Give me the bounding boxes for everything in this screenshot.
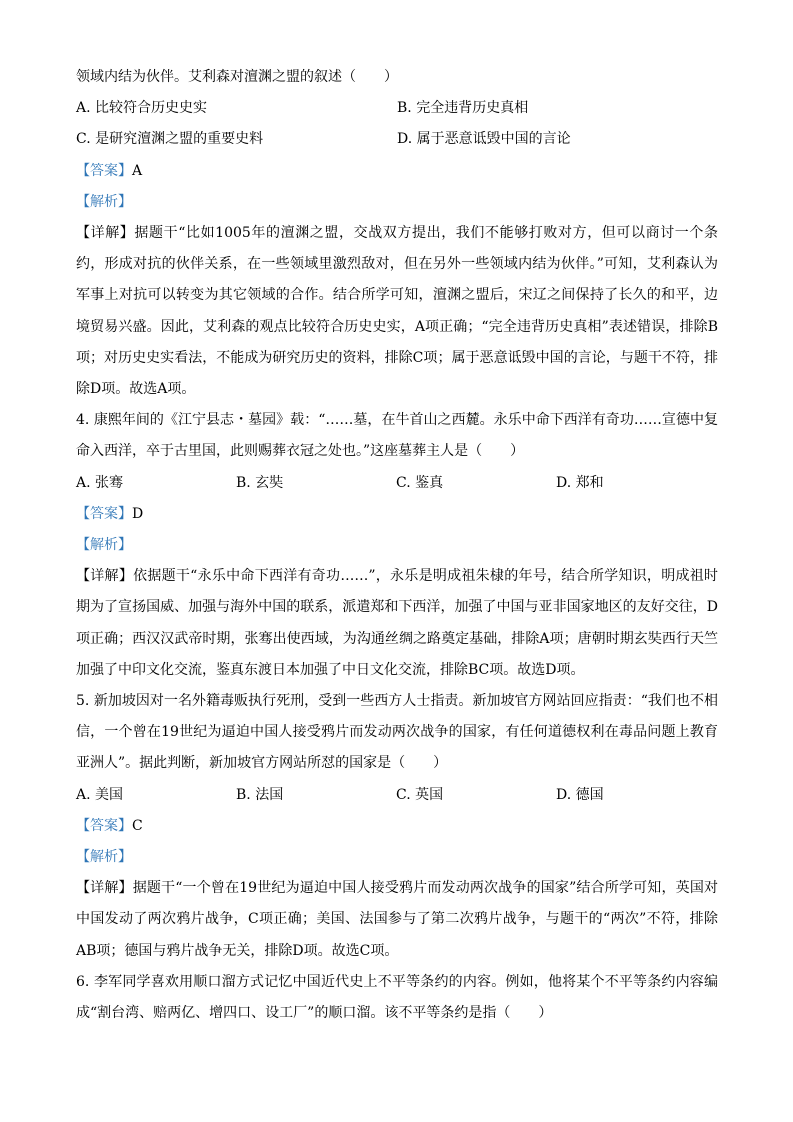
- q3-option-b: B. 完全违背历史真相: [397, 100, 529, 117]
- q3-options-row-2: [76, 124, 718, 155]
- q3-option-a: A. 比较符合历史史实: [76, 100, 208, 117]
- q5-analysis: [76, 842, 718, 873]
- q5-answer-value: C: [132, 817, 143, 834]
- q3-option-c: C. 是研究澶渊之盟的重要史料: [76, 131, 264, 148]
- q4-options: [76, 468, 718, 499]
- q5-option-a: A. 美国: [76, 786, 124, 803]
- q5-answer: [76, 811, 718, 842]
- answer-tag: 【答案】: [76, 162, 132, 179]
- q3-analysis: [76, 187, 718, 218]
- q5-detail-text: 据题干“一个曾在19世纪为逼迫中国人接受鸦片而发动两次战争的国家”结合所学可知，英国对中国发动了两次鸦片战争，C项正确；美国、法国参与了第二次鸦片战争，与题干的“两次”不符，排除AB项；德国与鸦片战争无关，排除D项。故选C项。: [76, 880, 718, 959]
- q4-option-c: C. 鉴真: [396, 474, 444, 491]
- document-page: [76, 62, 718, 1029]
- q3-stem-tail: 领域内结为伙伴。艾利森对澶渊之盟的叙述（ ）: [76, 69, 398, 85]
- q3-detail-text: 据题干“比如1005年的澶渊之盟，交战双方提出，我们不能够打败对方，但可以商讨一个条约，形成对抗的伙伴关系，在一些领域里激烈敌对，但在另外一些领域内结为伙伴。”可知，艾利森认为军事上对抗可以转变为其它领域的合作。结合所学可知，澶渊之盟后，宋辽之间保持了长久的和平，边境贸易兴盛。因此，艾利森的观点比较符合历史史实，A项正确；“完全违背历史真相”表述错误，排除B项；对历史史实看法，不能成为研究历史的资料，排除C项；属于恶意诋毁中国的言论，与题干不符，排除D项。故选A项。: [76, 225, 718, 398]
- q5-detail: [76, 873, 718, 967]
- analysis-tag: 【解析】: [76, 849, 132, 866]
- q4-stem: 4. 康熙年间的《江宁县志・墓园》载：“……墓，在牛首山之西麓。永乐中命下西洋有奇功……宣德中复命入西洋，卒于古里国，此则赐葬衣冠之处也。”这座墓葬主人是（ ）: [76, 412, 718, 460]
- q4-detail-text: 依据题干“永乐中命下西洋有奇功……”，永乐是明成祖朱棣的年号，结合所学知识，明成祖时期为了宣扬国威、加强与海外中国的联系，派遣郑和下西洋，加强了中国与亚非国家地区的友好交往，D项正确；西汉汉武帝时期，张骞出使西域，为沟通丝绸之路奠定基础，排除A项；唐朝时期玄奘西行天竺加强了中印文化交流，鉴真东渡日本加强了中日文化交流，排除BC项。故选D项。: [76, 568, 719, 678]
- answer-tag: 【答案】: [76, 505, 132, 522]
- q5-options: [76, 780, 718, 811]
- q3-options-row-1: [76, 93, 718, 124]
- q3-option-d: D. 属于恶意诋毁中国的言论: [397, 131, 571, 148]
- q5-option-d: D. 德国: [556, 786, 604, 803]
- q5-option-c: C. 英国: [396, 786, 444, 803]
- detail-tag: 【详解】: [76, 568, 134, 585]
- q4-option-d: D. 郑和: [556, 474, 604, 491]
- detail-tag: 【详解】: [76, 225, 135, 242]
- q3-answer-value: A: [132, 162, 143, 179]
- answer-tag: 【答案】: [76, 817, 132, 834]
- q5-option-b: B. 法国: [236, 786, 284, 803]
- q4-detail: [76, 561, 718, 686]
- analysis-tag: 【解析】: [76, 537, 132, 554]
- detail-tag: 【详解】: [76, 880, 133, 897]
- q5-stem: 5. 新加坡因对一名外籍毒贩执行死刑，受到一些西方人士指责。新加坡官方网站回应指责：“我们也不相信，一个曾在19世纪为逼迫中国人接受鸦片而发动两次战争的国家，有任何道德权利在毒品问题上教育亚洲人”。据此判断，新加坡官方网站所怼的国家是（ ）: [76, 693, 718, 772]
- analysis-tag: 【解析】: [76, 193, 132, 210]
- q4-option-a: A. 张骞: [76, 474, 124, 491]
- q3-answer: [76, 156, 718, 187]
- q4-answer-value: D: [132, 505, 144, 522]
- q6-stem: 6. 李军同学喜欢用顺口溜方式记忆中国近代史上不平等条约的内容。例如，他将某个不平等条约内容编成“割台湾、赔两亿、增四口、设工厂”的顺口溜。该不平等条约是指（ ）: [76, 973, 718, 1022]
- q3-detail: [76, 218, 718, 405]
- q4-analysis: [76, 530, 718, 561]
- q4-answer: [76, 499, 718, 530]
- q4-option-b: B. 玄奘: [236, 474, 284, 491]
